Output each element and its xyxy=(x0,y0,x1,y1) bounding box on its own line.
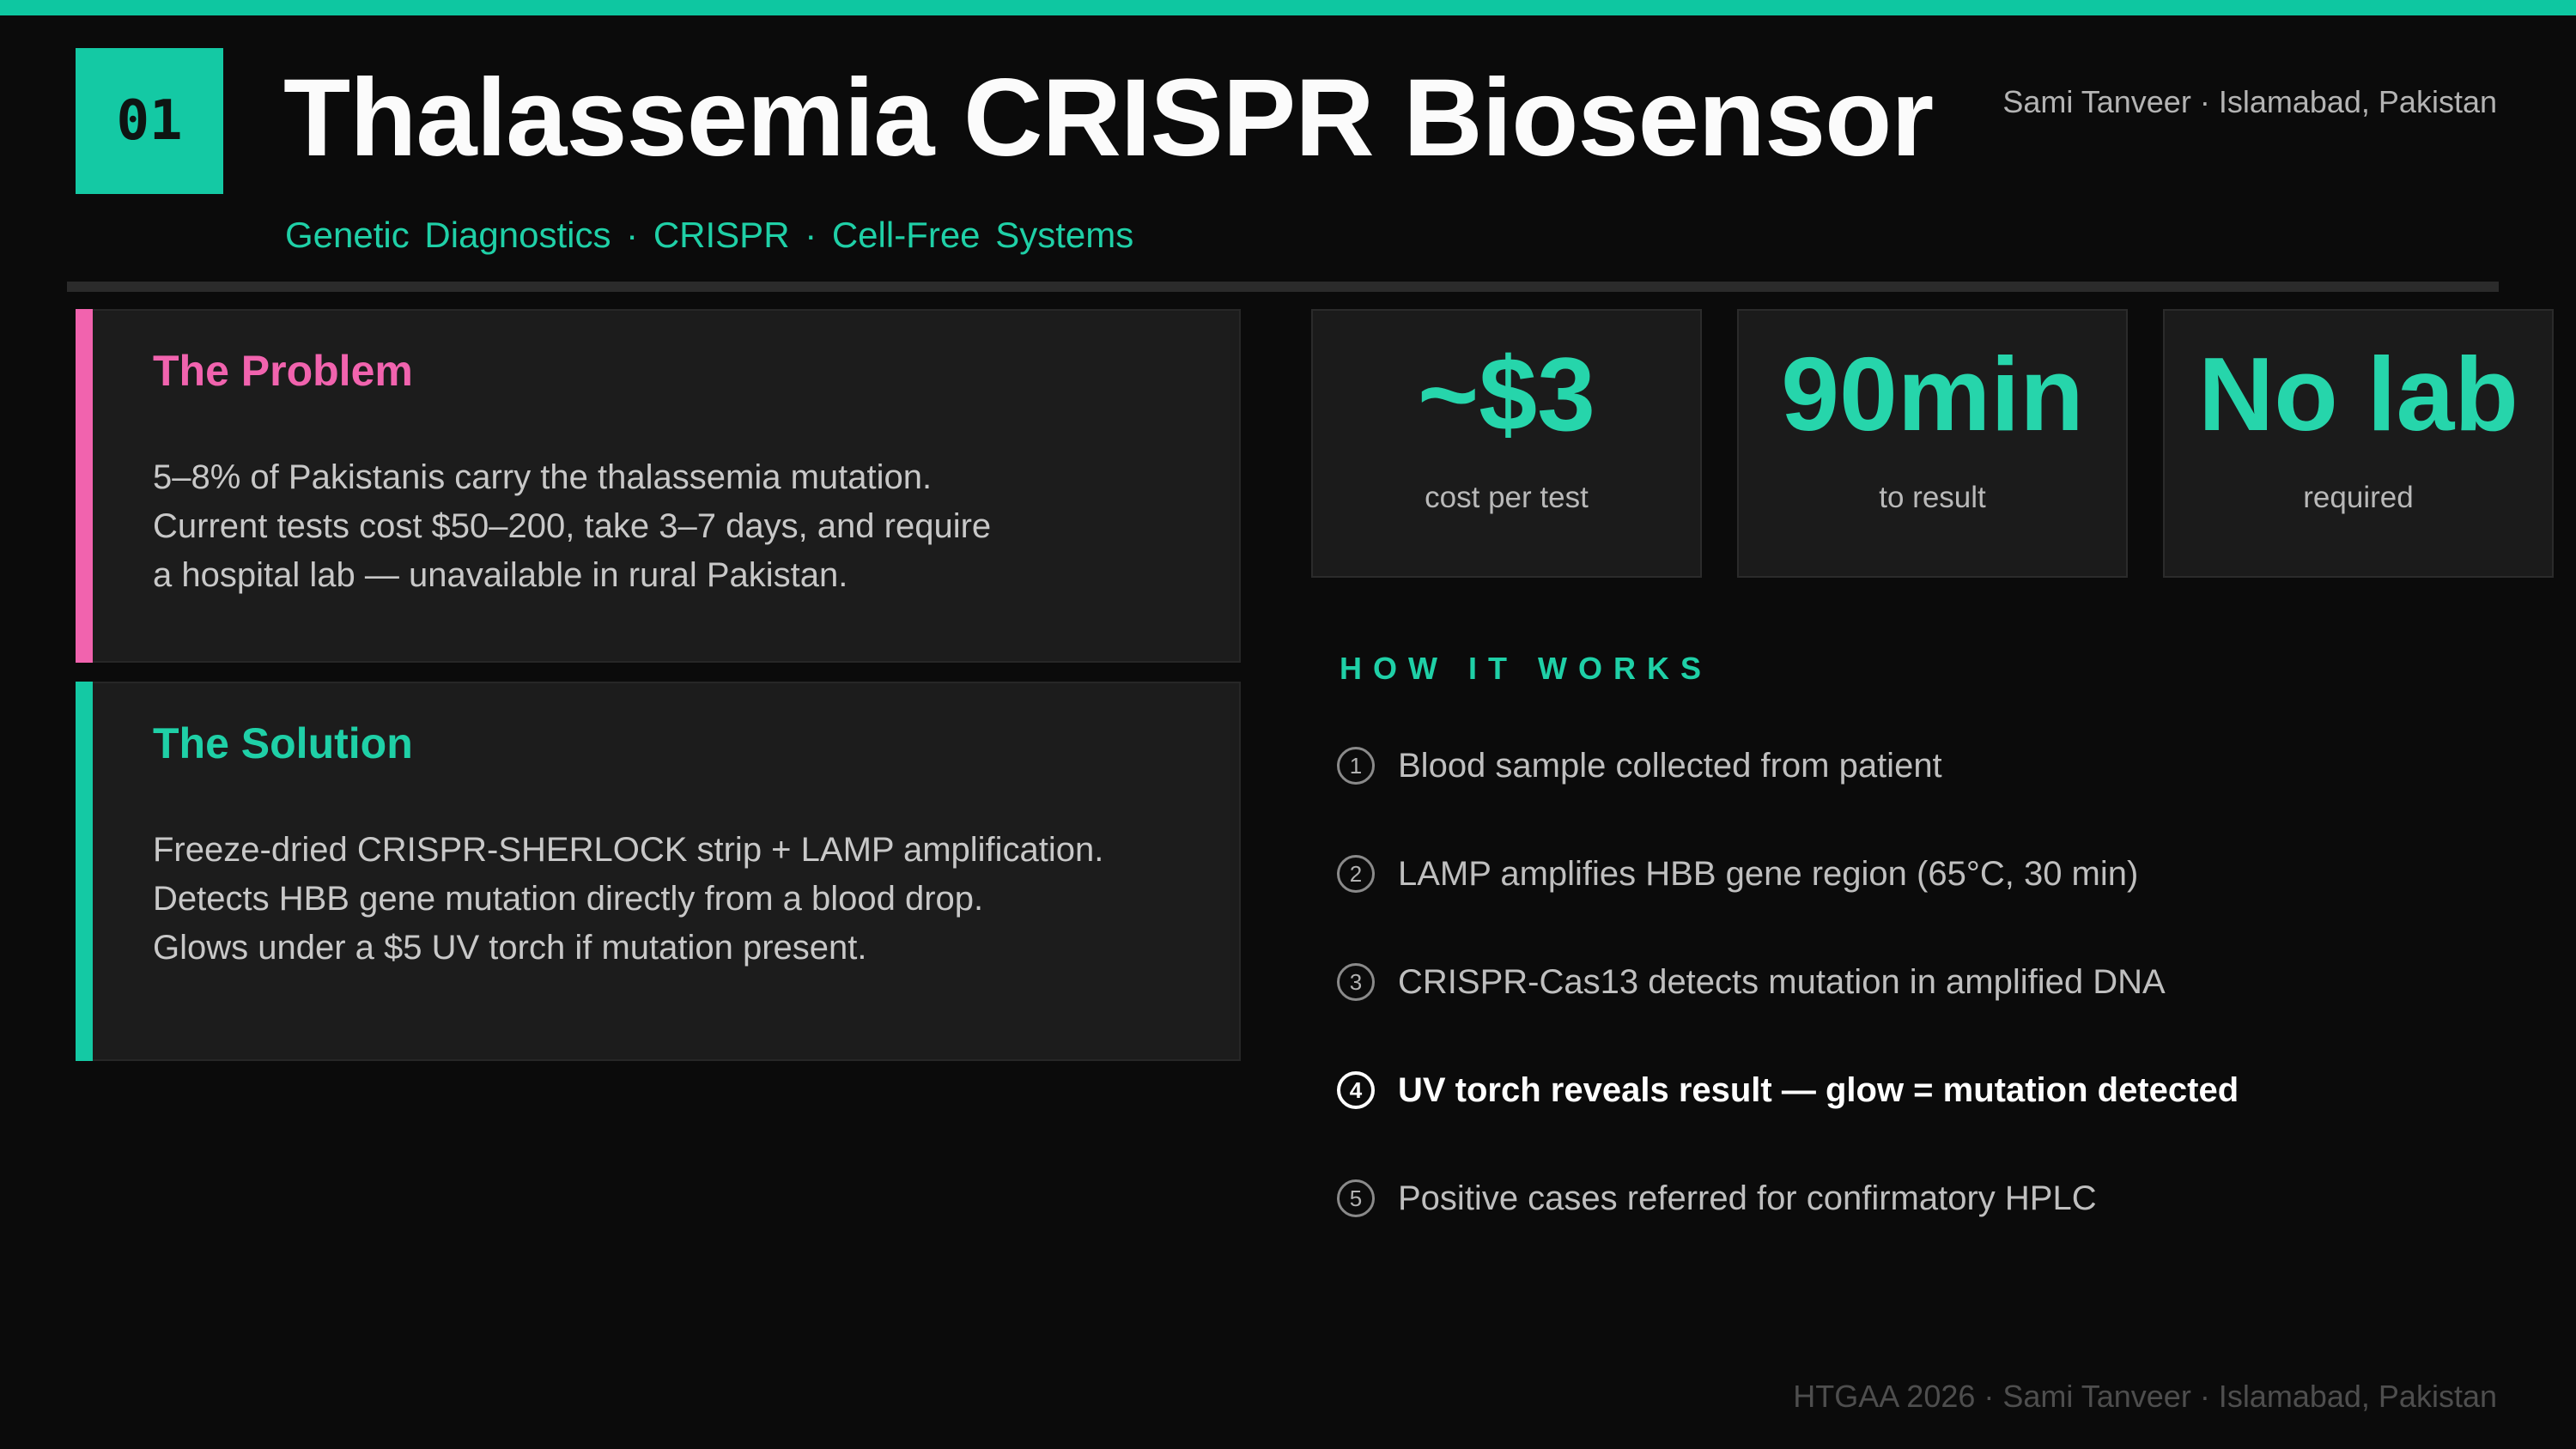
problem-card xyxy=(76,309,1241,663)
footer-credit: HTGAA 2026 · Sami Tanveer · Islamabad, Pakistan xyxy=(1793,1379,2497,1414)
step-text: Blood sample collected from patient xyxy=(1398,746,1942,785)
solution-accent-bar xyxy=(76,682,93,1061)
how-it-works-steps xyxy=(1337,740,2239,1224)
step-number-badge: 4 xyxy=(1337,1071,1375,1109)
step-row-4 xyxy=(1337,1064,2239,1116)
problem-content xyxy=(93,311,1051,661)
solution-text-line: Glows under a $5 UV torch if mutation present. xyxy=(153,929,867,967)
problem-text-line: 5–8% of Pakistanis carry the thalassemia mutation. xyxy=(153,458,933,496)
step-text: Positive cases referred for confirmatory HPLC xyxy=(1398,1179,2097,1217)
step-number-badge: 1 xyxy=(1337,747,1375,785)
header-divider xyxy=(67,282,2499,292)
solution-text-line: Detects HBB gene mutation directly from a blood drop. xyxy=(153,880,984,918)
stat-value: 90min xyxy=(1781,336,2084,452)
step-row-5 xyxy=(1337,1173,2239,1224)
stat-label: required xyxy=(2303,481,2414,515)
step-text: UV torch reveals result — glow = mutation detected xyxy=(1398,1070,2239,1109)
step-row-1 xyxy=(1337,740,2239,791)
problem-accent-bar xyxy=(76,309,93,663)
step-number-badge: 2 xyxy=(1337,855,1375,893)
how-it-works-heading: HOW IT WORKS xyxy=(1340,651,1712,686)
step-text: LAMP amplifies HBB gene region (65°C, 30 min) xyxy=(1398,854,2139,893)
author-line: Sami Tanveer · Islamabad, Pakistan xyxy=(2002,84,2497,119)
slide-number: 01 xyxy=(116,89,183,153)
stat-card-cost xyxy=(1311,309,1702,578)
step-number-badge: 3 xyxy=(1337,963,1375,1001)
solution-text-line: Freeze-dried CRISPR-SHERLOCK strip + LAMP amplification. xyxy=(153,831,1104,869)
step-row-2 xyxy=(1337,848,2239,900)
stat-card-time xyxy=(1737,309,2128,578)
solution-card xyxy=(76,682,1241,1061)
solution-content xyxy=(93,683,1163,1059)
stat-label: cost per test xyxy=(1425,481,1589,515)
stat-value: No lab xyxy=(2198,336,2518,452)
stat-value: ~$3 xyxy=(1418,336,1595,452)
problem-text-line: a hospital lab — unavailable in rural Pakistan. xyxy=(153,556,848,594)
top-accent-bar xyxy=(0,0,2576,15)
stats-row xyxy=(1311,309,2554,578)
stat-card-lab xyxy=(2163,309,2554,578)
topic-tags: Genetic Diagnostics · CRISPR · Cell-Free Systems xyxy=(285,215,1134,255)
problem-title: The Problem xyxy=(153,347,413,395)
page-title: Thalassemia CRISPR Biosensor xyxy=(283,57,1934,179)
slide-number-box xyxy=(76,48,223,194)
step-number-badge: 5 xyxy=(1337,1179,1375,1217)
step-row-3 xyxy=(1337,956,2239,1008)
problem-text-line: Current tests cost $50–200, take 3–7 days, and require xyxy=(153,507,992,545)
solution-title: The Solution xyxy=(153,719,413,767)
step-text: CRISPR-Cas13 detects mutation in amplified DNA xyxy=(1398,962,2166,1001)
stat-label: to result xyxy=(1879,481,1986,515)
